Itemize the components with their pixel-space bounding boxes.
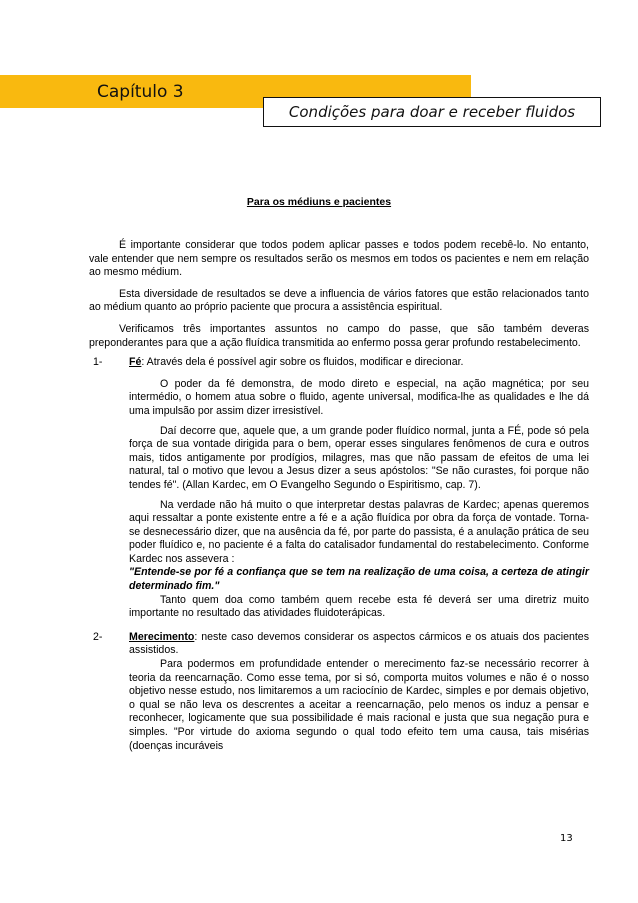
paragraph: Na verdade não há muito o que interpretar destas palavras de Kardec; apenas queremos aqui ressaltar a ponte existente entre a fé e a ação fluídica por obra da força de vontade. Torna-se desnecessário dizer, que na ausência da fé, por parte do passista, é a anulação prática de seu poder fluídico e, no paciente é a falta do catalisador fundamental do restabelecimento. Conforme Kardec nos assevera : xyxy=(129,498,589,565)
page-number: 13 xyxy=(560,833,573,844)
list-item-fe xyxy=(89,356,589,621)
paragraph: Tanto quem doa como também quem recebe esta fé deverá ser uma diretriz muito importante no resultado das atividades fluidoterápicas. xyxy=(129,593,589,620)
list-number: 2- xyxy=(93,630,103,643)
list-item-merecimento xyxy=(89,631,589,753)
list-item-intro xyxy=(129,356,589,370)
list-number: 1- xyxy=(93,356,103,369)
list-item-intro xyxy=(129,631,589,658)
chapter-title: Capítulo 3 xyxy=(97,82,184,102)
body-text xyxy=(89,239,589,753)
intro-text: : neste caso devemos considerar os aspectos cármicos e os atuais dos pacientes assistidos. xyxy=(129,630,589,657)
quote: "Entende-se por fé a confiança que se tem na realização de uma coisa, a certeza de atingir determinado fim." xyxy=(129,566,589,593)
paragraph: Verificamos três importantes assuntos no campo do passe, que são também deveras preponderantes para que a ação fluídica transmitida ao enfermo possa gerar profundo restabelecimento. xyxy=(89,322,589,349)
section-heading: Para os médiuns e pacientes xyxy=(246,196,392,208)
chapter-subtitle: Condições para doar e receber fluidos xyxy=(263,97,601,127)
term-merecimento: Merecimento xyxy=(129,630,195,643)
paragraph: Daí decorre que, aquele que, a um grande poder fluídico normal, junta a FÉ, pode só pela força de sua vontade dirigida para o bem, operar esses singulares fenômenos de cura e outros mais, tidos antigamente por prodígios, milagres, mas que não passam de efeitos de uma lei natural, tal o motivo que levou a Jesus dizer a seus apóstolos: "Se não curastes, foi porque não tendes fé". (Allan Kardec, em O Evangelho Segundo o Espiritismo, cap. 7). xyxy=(129,424,589,491)
paragraph: O poder da fé demonstra, de modo direto e especial, na ação magnética; por seu intermédio, o homem atua sobre o fluido, agente universal, modifica-lhe as qualidades e lhe dá uma impulsão por assim dizer irresistível. xyxy=(129,377,589,417)
intro-text: : Através dela é possível agir sobre os fluidos, modificar e direcionar. xyxy=(141,356,464,369)
paragraph: Para podermos em profundidade entender o merecimento faz-se necessário recorrer à teoria da reencarnação. Como esse tema, por si só, comporta muitos volumes e não é o nosso objetivo nesse estudo, nos limitaremos a um raciocínio de Kardec, simples e por demais objetivo, o qual se não leva os descrentes a aceitar a reencarnação, pelo menos os induz a pensar e reconhecer, logicamente que sua possibilidade é mais racional e justa que sua negação pura e simples. "Por virtude do axioma segundo o qual todo efeito tem uma causa, tais misérias (doenças incuráveis xyxy=(129,658,589,752)
paragraph: Esta diversidade de resultados se deve a influencia de vários fatores que estão relacionados tanto ao médium quanto ao próprio paciente que procura a assistência espiritual. xyxy=(89,287,589,314)
term-fe: Fé xyxy=(129,356,142,369)
paragraph: É importante considerar que todos podem aplicar passes e todos podem recebê-lo. No entanto, vale entender que nem sempre os resultados serão os mesmos em todos os pacientes e nem em relação ao mesmo médium. xyxy=(89,239,589,279)
